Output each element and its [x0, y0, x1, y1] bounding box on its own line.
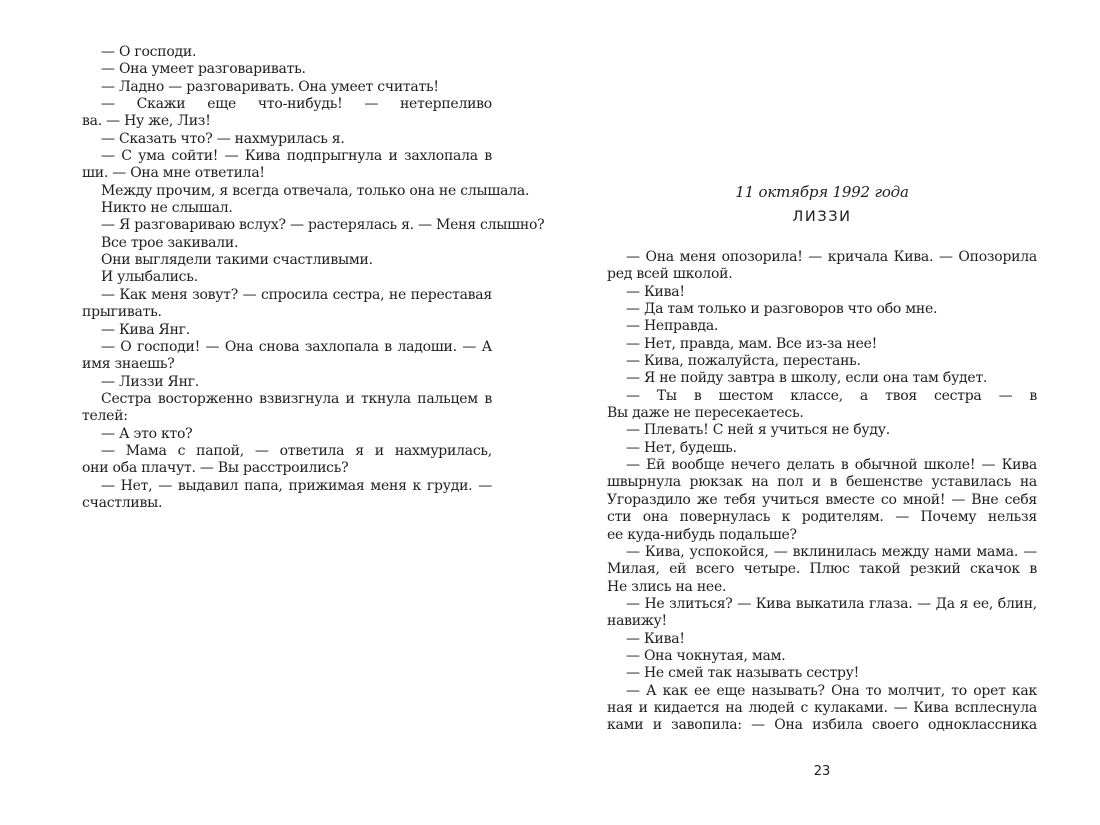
text-line: имя знаешь? — [82, 356, 175, 373]
text-line: — Ты в шестом классе, а твоя сестра — в — [626, 387, 1037, 404]
text-line: Не злись на нее. — [607, 578, 727, 595]
text-line: — Плевать! С ней я учиться не буду. — [626, 422, 890, 439]
text-line: Все трое закивали. — [101, 234, 239, 251]
text-line: Они выглядели такими счастливыми. — [101, 252, 373, 269]
text-line: — О господи. — [101, 44, 197, 60]
text-line: — Нет, правда, мам. Все из-за нее! — [626, 335, 878, 352]
text-line: — Сказать что? — нахмурилась я. — [101, 130, 345, 147]
text-line: — Неправда. — [626, 318, 719, 335]
text-line: Между прочим, я всегда отвечала, только она не слышала. — [101, 182, 530, 199]
text-line: ва. — Ну же, Лиз! — [82, 113, 211, 130]
text-line: — Нет, будешь. — [626, 439, 737, 456]
text-line: навижу! — [607, 613, 667, 630]
text-line: счастливы. — [82, 494, 163, 511]
text-line: ред всей школой. — [607, 266, 733, 283]
chapter-title: ЛИЗЗИ — [792, 209, 852, 225]
text-line: швырнула рюкзак на пол и в бешенстве уставилась на — [607, 474, 1037, 491]
text-line: прыгивать. — [82, 304, 162, 321]
text-line: — О господи! — Она снова захлопала в ладоши. — А — [101, 338, 492, 355]
text-line: — Лиззи Янг. — [101, 373, 199, 390]
text-line: — Ладно — разговаривать. Она умеет считать! — [101, 78, 439, 95]
text-line: — Она умеет разговаривать. — [101, 61, 306, 78]
text-line: ная и кидается на людей с кулаками. — Кива всплеснула — [607, 699, 1037, 716]
text-line: — Она чокнутая, мам. — [626, 647, 786, 664]
right-page-text — [607, 249, 1037, 735]
text-line: — Кива, успокойся, — вклинилась между нами мама. — — [626, 543, 1037, 560]
text-line: — Нет, — выдавил папа, прижимая меня к груди. — — [101, 477, 492, 494]
text-line: Никто не слышал. — [101, 200, 233, 217]
text-line: — Не злиться? — Кива выкатила глаза. — Да я ее, блин, — [626, 595, 1037, 612]
text-line: И улыбались. — [101, 269, 198, 286]
text-line: — Скажи еще что-нибудь! — нетерпеливо — [101, 96, 492, 113]
text-line: — Не смей так называть сестру! — [626, 665, 860, 682]
text-line: телей: — [82, 408, 128, 425]
text-line: Вы даже не пересекаетесь. — [607, 405, 804, 422]
text-line: — Да там только и разговоров что обо мне. — [626, 301, 938, 318]
text-line: сти она повернулась к родителям. — Почему нельзя — [607, 509, 1037, 526]
text-line: — Она меня опозорила! — кричала Кива. — Опозорила — [626, 249, 1037, 265]
page-number: 23 — [813, 764, 831, 779]
text-line: Угораздило же тебя учиться вместе со мной! — Вне себя — [607, 491, 1037, 508]
text-line: ками и завопила: — Она избила своего одноклассника — [607, 717, 1037, 734]
text-line: — Кива, пожалуйста, перестань. — [626, 353, 861, 370]
text-line: — Как меня зовут? — спросила сестра, не переставая — [101, 286, 492, 303]
text-line: Милая, ей всего четыре. Плюс такой резкий скачок в — [607, 561, 1037, 578]
text-line: — Мама с папой, — ответила я и нахмурилась, — [101, 442, 492, 459]
text-line: ши. — Она мне ответила! — [82, 165, 265, 182]
text-line: они оба плачут. — Вы расстроились? — [82, 460, 349, 477]
text-line: ее куда-нибудь подальше? — [607, 526, 797, 543]
text-line: Сестра восторженно взвизгнула и ткнула пальцем в — [101, 390, 492, 407]
text-line: — Я разговариваю вслух? — растерялась я. — Меня слышно? — [101, 217, 545, 234]
text-line: — Я не пойду завтра в школу, если она там будет. — [626, 370, 988, 387]
text-line: — Кива! — [626, 630, 685, 647]
text-line: — А это кто? — [101, 425, 193, 442]
text-line: — А как ее еще называть? Она то молчит, то орет как — [626, 682, 1037, 699]
chapter-date: 11 октября 1992 года — [735, 183, 909, 201]
text-line: — Кива Янг. — [101, 321, 190, 338]
text-line: — С ума сойти! — Кива подпрыгнула и захлопала в — [101, 148, 492, 165]
text-line: — Кива! — [626, 283, 685, 300]
text-line: — Ей вообще нечего делать в обычной школе! — Кива — [626, 457, 1037, 474]
left-page-text — [82, 44, 545, 512]
